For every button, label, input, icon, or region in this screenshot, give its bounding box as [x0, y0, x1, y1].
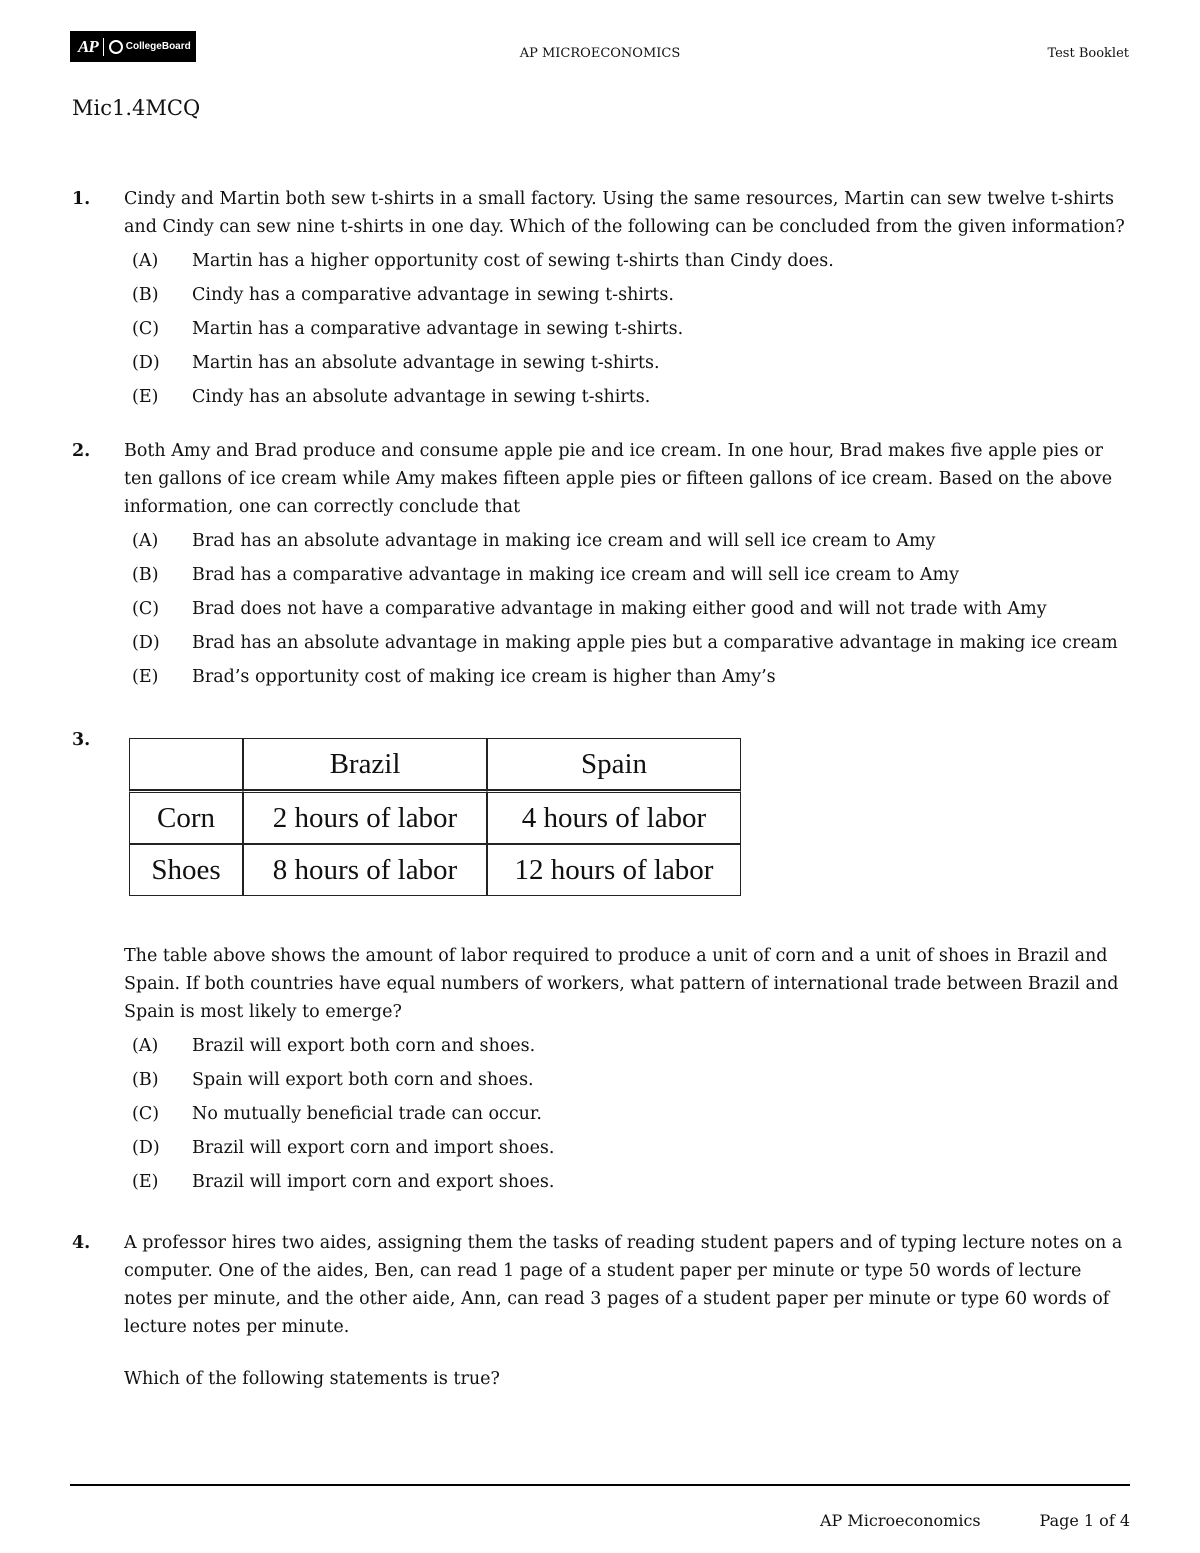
option-text: Cindy has a comparative advantage in sewing t-shirts.	[192, 285, 674, 305]
table-cell: 12 hours of labor	[487, 844, 741, 896]
footer-divider	[70, 1484, 1130, 1486]
table-cell: Shoes	[129, 844, 243, 896]
option-text: Brazil will export both corn and shoes.	[192, 1036, 536, 1056]
answer-option	[124, 595, 1132, 629]
option-text: Brad does not have a comparative advantage in making either good and will not trade with Amy	[192, 599, 1047, 619]
option-text: Brazil will export corn and import shoes.	[192, 1138, 555, 1158]
footer-subject: AP Microeconomics	[820, 1511, 981, 1530]
answer-option	[124, 247, 1132, 281]
question-4	[72, 1229, 1132, 1393]
answer-option	[124, 629, 1132, 663]
option-text: Brad has an absolute advantage in making apple pies but a comparative advantage in making ice cream	[192, 633, 1118, 653]
option-label: (B)	[132, 285, 159, 305]
option-label: (D)	[132, 353, 160, 373]
table-cell: 8 hours of labor	[243, 844, 487, 896]
option-label: (A)	[132, 531, 159, 551]
question-number: 3.	[72, 730, 91, 750]
table-header-cell: Spain	[487, 738, 741, 790]
question-number: 1.	[72, 189, 91, 209]
question-stem: Cindy and Martin both sew t-shirts in a small factory. Using the same resources, Martin can sew twelve t-shirts and Cindy can sew nine t-shirts in one day. Which of the following can be concluded from the given information?	[124, 189, 1125, 237]
answer-options	[124, 1032, 1132, 1202]
option-label: (B)	[132, 565, 159, 585]
answer-options	[124, 247, 1132, 417]
answer-option	[124, 527, 1132, 561]
option-text: Martin has a comparative advantage in sewing t-shirts.	[192, 319, 684, 339]
labor-requirements-table	[129, 738, 741, 896]
answer-option	[124, 1100, 1132, 1134]
option-label: (C)	[132, 1104, 160, 1124]
logo-ap-text: AP	[78, 36, 98, 56]
option-text: Brad has a comparative advantage in making ice cream and will sell ice cream to Amy	[192, 565, 959, 585]
question-2	[72, 437, 1132, 697]
page-number: Page 1 of 4	[1039, 1511, 1130, 1530]
option-label: (A)	[132, 1036, 159, 1056]
option-text: Cindy has an absolute advantage in sewing t-shirts.	[192, 387, 651, 407]
question-stem: A professor hires two aides, assigning them the tasks of reading student papers and of typing lecture notes on a computer. One of the aides, Ben, can read 1 page of a student paper per minute or type 50 words of lecture notes per minute, and the other aide, Ann, can read 3 pages of a student paper per minute or type 60 words of lecture notes per minute.	[124, 1233, 1123, 1337]
question-3	[72, 942, 1132, 1202]
option-label: (A)	[132, 251, 159, 271]
answer-option	[124, 663, 1132, 697]
table-header-row	[129, 738, 741, 790]
question-number: 2.	[72, 441, 91, 461]
table-row	[129, 790, 741, 844]
question-stem: The table above shows the amount of labor required to produce a unit of corn and a unit of shoes in Brazil and Spain. If both countries have equal numbers of workers, what pattern of international trade between Brazil and Spain is most likely to emerge?	[124, 946, 1119, 1022]
answer-option	[124, 1134, 1132, 1168]
option-label: (C)	[132, 599, 160, 619]
option-label: (E)	[132, 667, 159, 687]
option-text: Brazil will import corn and export shoes.	[192, 1172, 555, 1192]
option-label: (E)	[132, 387, 159, 407]
question-stem: Both Amy and Brad produce and consume apple pie and ice cream. In one hour, Brad makes five apple pies or ten gallons of ice cream while Amy makes fifteen apple pies or fifteen gallons of ice cream. Based on the above information, one can correctly conclude that	[124, 441, 1113, 517]
answer-option	[124, 561, 1132, 595]
question-number: 4.	[72, 1233, 91, 1253]
question-1	[72, 185, 1132, 417]
table-cell: 4 hours of labor	[487, 790, 741, 844]
option-label: (C)	[132, 319, 160, 339]
page-title: Mic1.4MCQ	[72, 96, 201, 120]
option-label: (B)	[132, 1070, 159, 1090]
table-cell: Corn	[129, 790, 243, 844]
answer-option	[124, 1032, 1132, 1066]
answer-option	[124, 349, 1132, 383]
option-text: Spain will export both corn and shoes.	[192, 1070, 534, 1090]
answer-option	[124, 281, 1132, 315]
table-header-cell: Brazil	[243, 738, 487, 790]
answer-option	[124, 1168, 1132, 1202]
option-text: Brad has an absolute advantage in making ice cream and will sell ice cream to Amy	[192, 531, 936, 551]
option-label: (D)	[132, 633, 160, 653]
answer-option	[124, 315, 1132, 349]
table-row	[129, 844, 741, 896]
logo-brand-text: CollegeBoard	[125, 41, 191, 52]
option-text: Martin has an absolute advantage in sewing t-shirts.	[192, 353, 660, 373]
option-text: Martin has a higher opportunity cost of sewing t-shirts than Cindy does.	[192, 251, 834, 271]
option-text: Brad’s opportunity cost of making ice cream is higher than Amy’s	[192, 667, 776, 687]
answer-options	[124, 527, 1132, 697]
answer-option	[124, 383, 1132, 417]
question-prompt: Which of the following statements is true?	[124, 1369, 500, 1389]
option-text: No mutually beneficial trade can occur.	[192, 1104, 542, 1124]
header-subject: AP MICROECONOMICS	[519, 46, 681, 61]
table-header-cell	[129, 738, 243, 790]
option-label: (D)	[132, 1138, 160, 1158]
header-booklet-label: Test Booklet	[1047, 46, 1129, 61]
table-cell: 2 hours of labor	[243, 790, 487, 844]
option-label: (E)	[132, 1172, 159, 1192]
answer-option	[124, 1066, 1132, 1100]
